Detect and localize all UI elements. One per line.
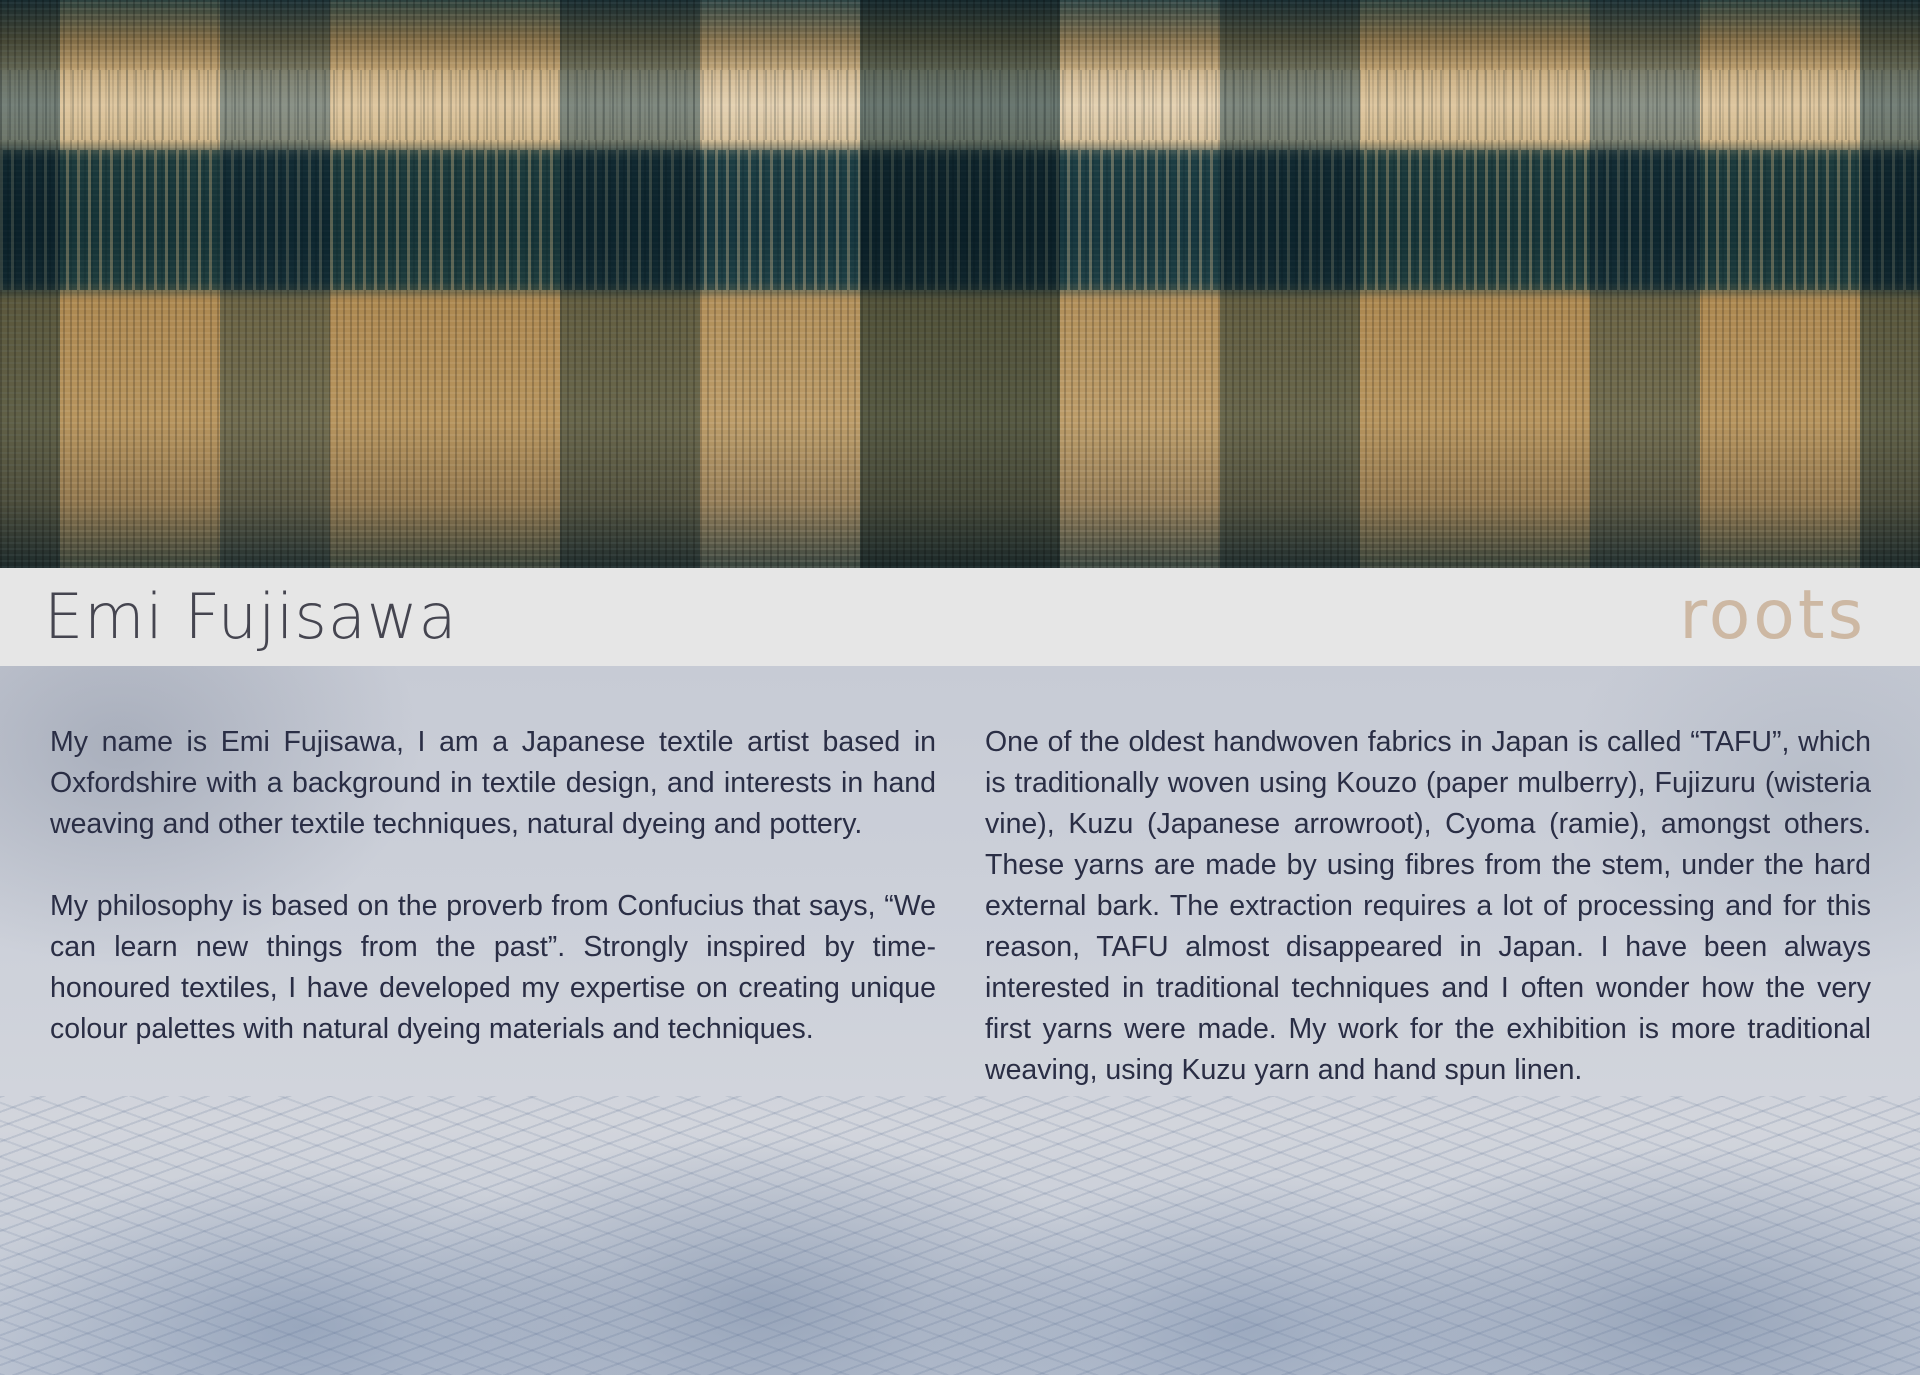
woven-textile-image <box>0 0 1920 568</box>
philosophy-paragraph: My philosophy is based on the proverb from Confucius that says, “We can learn new things from the past”. Strongly inspired by time-honoured textiles, I have developed my expertise on creating unique colour palettes with natural dyeing materials and techniques. <box>50 890 936 1045</box>
textile-column-bands <box>0 0 1920 568</box>
artist-name: Emi Fujisawa <box>44 580 458 653</box>
yarn-background-image <box>0 666 1920 1375</box>
tafu-paragraph: One of the oldest handwoven fabrics in Japan is called “TAFU”, which is traditionally woven using Kouzo (paper mulberry), Fujizuru (wisteria vine), Kuzu (Japanese arrowroot), Cyoma (ramie), amongst others. These yarns are made by using fibres from the stem, under the hard external bark. The extraction requires a lot of processing and for this reason, TAFU almost disappeared in Japan. I have been always interested in traditional techniques and I often wonder how the very first yarns were made. My work for the exhibition is more traditional weaving, using Kuzu yarn and hand spun linen. <box>985 726 1871 1086</box>
yarn-texture <box>0 1096 1920 1375</box>
title-bar <box>0 568 1920 666</box>
project-title: roots <box>1679 576 1866 655</box>
right-text-column <box>985 722 1871 1132</box>
left-text-column <box>50 722 936 1091</box>
intro-paragraph: My name is Emi Fujisawa, I am a Japanese textile artist based in Oxfordshire with a background in textile design, and interests in hand weaving and other textile techniques, natural dyeing and pottery. <box>50 726 936 840</box>
